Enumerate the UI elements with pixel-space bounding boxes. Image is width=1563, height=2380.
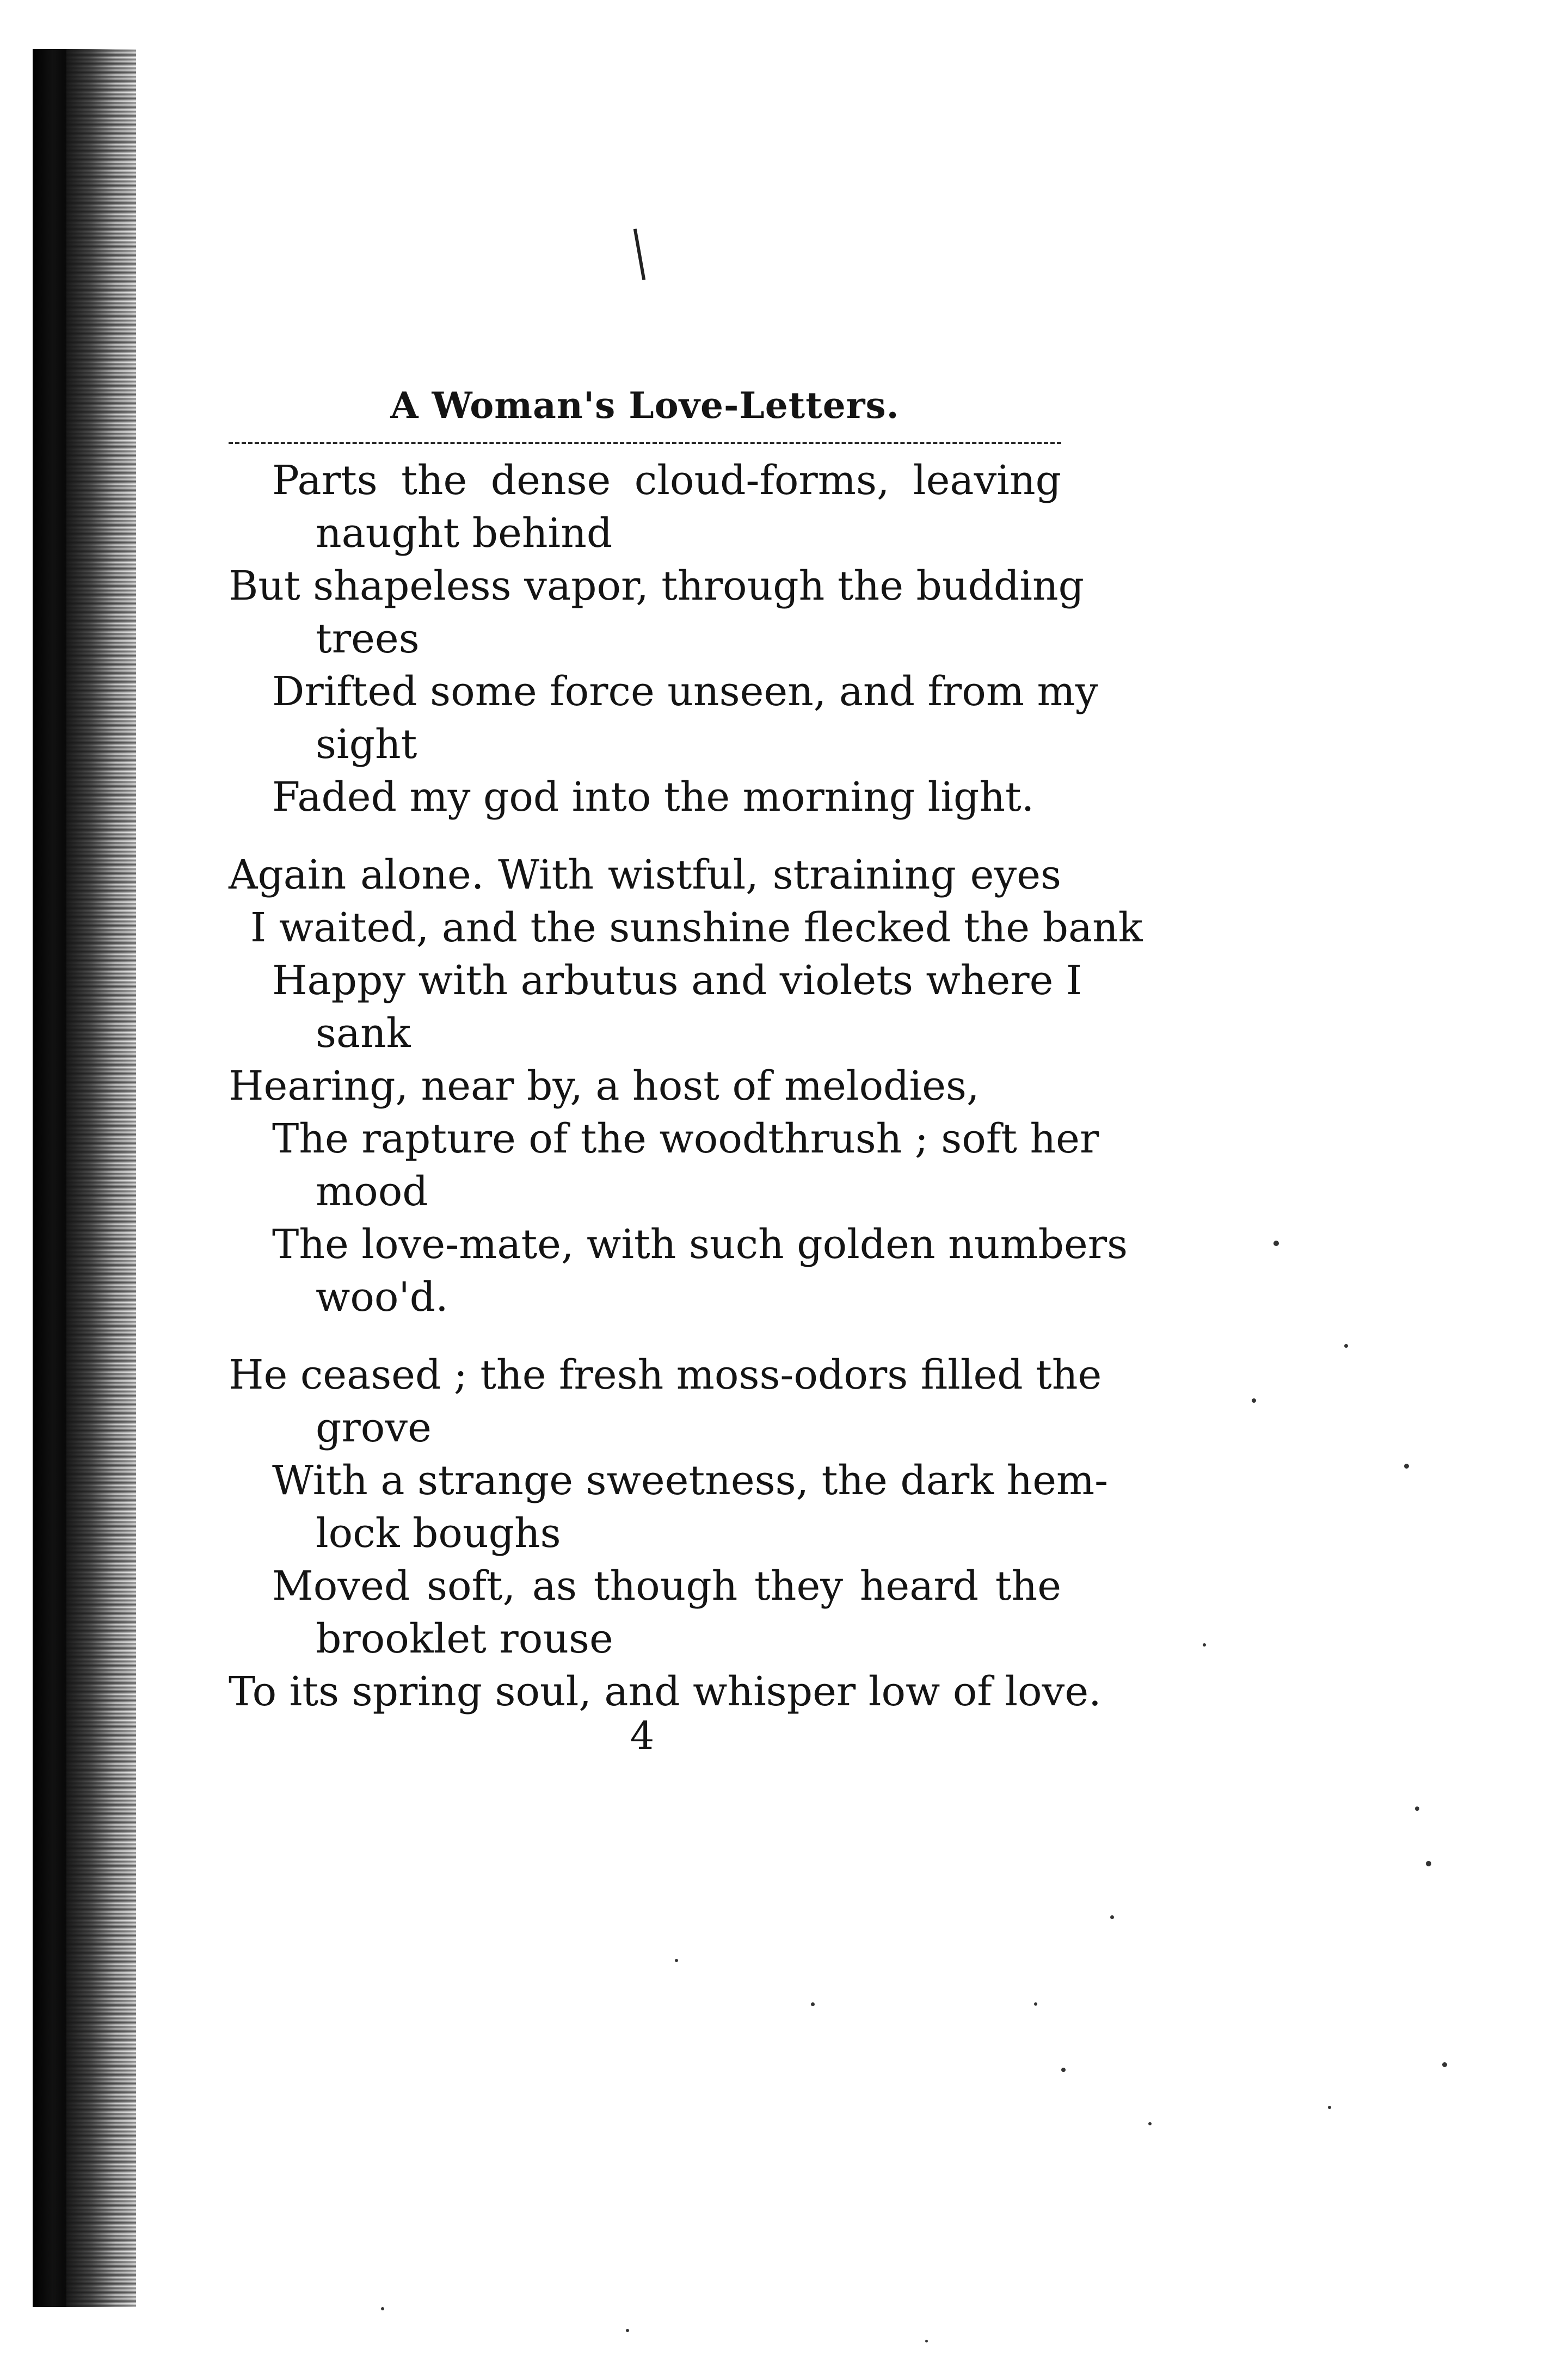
paper-speck xyxy=(1252,1398,1256,1403)
paper-speck xyxy=(381,2307,384,2310)
stanza xyxy=(229,1349,1109,1718)
poem-line: But shapeless vapor, through the budding xyxy=(229,563,1084,609)
stanza xyxy=(229,849,1143,1324)
stanza xyxy=(229,454,1098,824)
poem-line: The rapture of the woodthrush ; soft her xyxy=(272,1115,1099,1162)
poem-line: Drifted some force unseen, and from my xyxy=(272,668,1098,715)
paper-speck xyxy=(1061,2068,1066,2072)
poem-line: Happy with arbutus and violets where I xyxy=(272,957,1082,1004)
poem-line: mood xyxy=(316,1168,428,1215)
paper-speck xyxy=(1426,1861,1431,1866)
poem-line: The love-mate, with such golden numbers xyxy=(272,1221,1128,1268)
poem-line: He ceased ; the fresh moss-odors filled the xyxy=(229,1352,1102,1398)
running-head: A Woman's Love-Letters. xyxy=(390,384,900,427)
paper-speck xyxy=(1415,1806,1419,1811)
poem-line: sight xyxy=(316,721,417,768)
poem-line: brooklet rouse xyxy=(316,1616,613,1662)
poem-line: Faded my god into the morning light. xyxy=(272,774,1035,821)
paper-speck xyxy=(1404,1464,1409,1469)
poem-line: With a strange sweetness, the dark hem- xyxy=(272,1457,1109,1504)
paper-speck xyxy=(1034,2002,1037,2006)
stray-ink-mark xyxy=(633,229,645,280)
poem-line: Hearing, near by, a host of melodies, xyxy=(229,1063,980,1109)
poem-line: Again alone. With wistful, straining eyes xyxy=(229,852,1061,898)
poem-body xyxy=(229,454,1143,1743)
paper-speck xyxy=(675,1959,678,1962)
poem-line: I waited, and the sunshine flecked the bank xyxy=(250,904,1143,951)
poem-line: To its spring soul, and whisper low of love. xyxy=(229,1668,1102,1715)
poem-line: naught behind xyxy=(316,510,613,557)
page-number: 4 xyxy=(630,1713,655,1758)
poem-line: Moved soft, as though they heard the xyxy=(272,1563,1061,1610)
header-rule xyxy=(229,442,1061,444)
paper-speck xyxy=(1148,2122,1152,2125)
paper-speck xyxy=(1273,1241,1279,1246)
paper-speck xyxy=(811,2002,815,2006)
poem-line: trees xyxy=(316,615,420,662)
paper-speck xyxy=(1344,1344,1348,1348)
poem-line: woo'd. xyxy=(316,1274,448,1321)
paper-speck xyxy=(1203,1643,1206,1647)
paper-speck xyxy=(1110,1915,1114,1919)
paper-speck xyxy=(626,2329,629,2332)
poem-line: sank xyxy=(316,1010,411,1057)
poem-line: lock boughs xyxy=(316,1510,561,1557)
paper-speck xyxy=(925,2340,928,2342)
page-header xyxy=(229,381,1061,446)
binding-gutter-edge xyxy=(33,49,66,2307)
poem-line: grove xyxy=(316,1404,432,1451)
poem-line: Parts the dense cloud-forms, leaving xyxy=(272,457,1061,504)
paper-speck xyxy=(1328,2106,1331,2109)
paper-speck xyxy=(1442,2062,1447,2067)
